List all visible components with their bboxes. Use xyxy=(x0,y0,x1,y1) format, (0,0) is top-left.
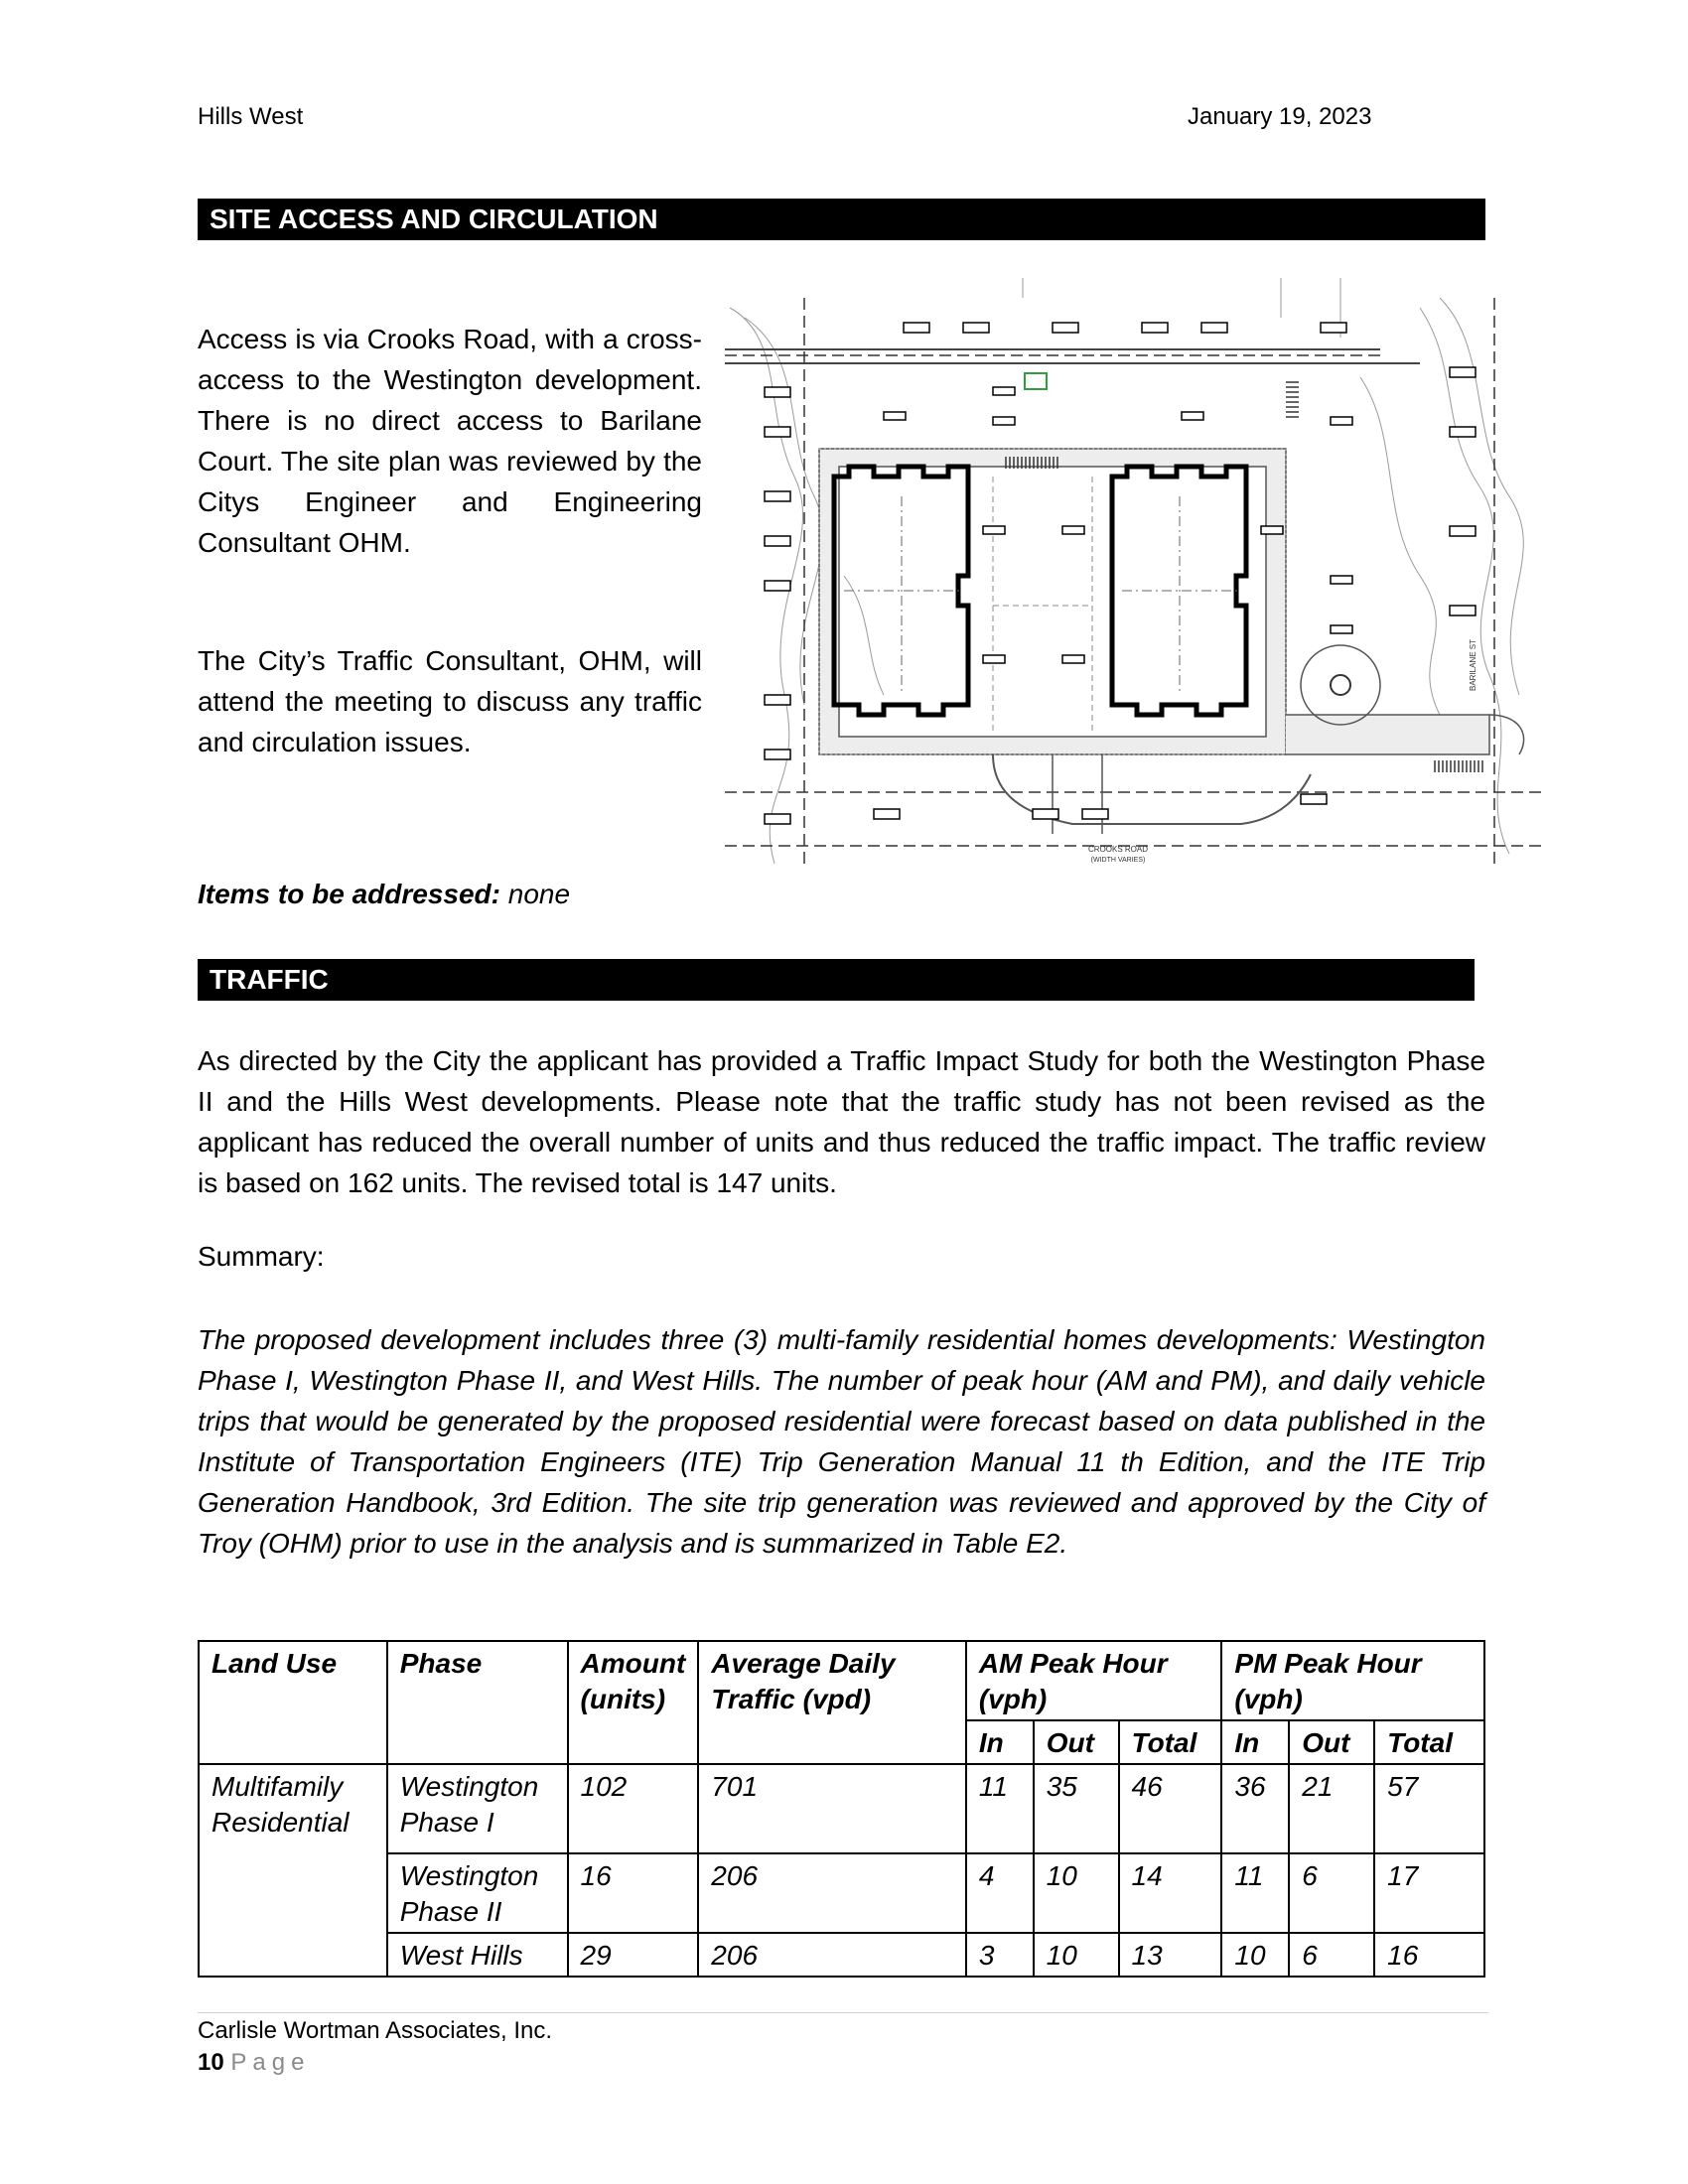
cell-pm-total: 17 xyxy=(1374,1853,1484,1933)
th-am-total: Total xyxy=(1119,1720,1222,1764)
header-left: Hills West xyxy=(198,103,304,130)
th-pm-in: In xyxy=(1221,1720,1289,1764)
header-date: January 19, 2023 xyxy=(1188,103,1372,130)
cell-pm-in: 36 xyxy=(1221,1764,1289,1853)
cell-amount: 102 xyxy=(568,1764,699,1853)
section-heading-site-access: SITE ACCESS AND CIRCULATION xyxy=(198,199,1485,240)
page-number: 10 xyxy=(198,2049,224,2076)
cell-am-out: 10 xyxy=(1034,1933,1119,1977)
th-pm-total: Total xyxy=(1374,1720,1484,1764)
cell-adt: 701 xyxy=(698,1764,966,1853)
cell-amount: 16 xyxy=(568,1853,699,1933)
table-row xyxy=(199,1853,1484,1933)
cell-phase: West Hills xyxy=(387,1933,568,1977)
th-am-out: Out xyxy=(1034,1720,1119,1764)
th-pm-out: Out xyxy=(1289,1720,1374,1764)
cell-am-total: 14 xyxy=(1119,1853,1222,1933)
table-row xyxy=(199,1764,1484,1853)
section-heading-traffic: TRAFFIC xyxy=(198,959,1475,1001)
cell-pm-out: 21 xyxy=(1289,1764,1374,1853)
th-average-daily-traffic: Average Daily Traffic (vpd) xyxy=(698,1641,966,1764)
cell-pm-out: 6 xyxy=(1289,1933,1374,1977)
cell-land-use: Multifamily Residential xyxy=(199,1764,387,1977)
cell-am-in: 11 xyxy=(966,1764,1034,1853)
th-amount: Amount (units) xyxy=(568,1641,699,1764)
cell-am-in: 3 xyxy=(966,1933,1034,1977)
site-plan-drawing xyxy=(725,278,1545,874)
cell-pm-total: 16 xyxy=(1374,1933,1484,1977)
items-value: none xyxy=(507,879,571,909)
cell-am-total: 46 xyxy=(1119,1764,1222,1853)
table-row xyxy=(199,1933,1484,1977)
traffic-paragraph: As directed by the City the applicant has provided a Traffic Impact Study for both the Westington Phase II and the Hills West developments. Please note that the traffic study has not been revised as the applicant has reduced the overall number of units and thus reduced the traffic impact. The traffic review is based on 162 units. The revised total is 147 units. xyxy=(198,1045,1485,1198)
th-land-use: Land Use xyxy=(199,1641,387,1764)
summary-label: Summary: xyxy=(198,1241,325,1272)
th-phase: Phase xyxy=(387,1641,568,1764)
footer-divider xyxy=(198,2012,1488,2013)
footer-company: Carlisle Wortman Associates, Inc. xyxy=(198,2017,553,2044)
items-to-be-addressed xyxy=(198,879,570,910)
cell-pm-total: 57 xyxy=(1374,1764,1484,1853)
site-access-paragraph-1: Access is via Crooks Road, with a cross-access to the Westington development. There is no direct access to Barilane Court. The site plan was reviewed by the Citys Engineer and Engineering Consultant OHM. xyxy=(198,324,702,558)
th-am-peak-hour: AM Peak Hour (vph) xyxy=(966,1641,1222,1720)
page-word: Page xyxy=(230,2049,311,2076)
th-am-in: In xyxy=(966,1720,1034,1764)
cell-am-out: 10 xyxy=(1034,1853,1119,1933)
cell-amount: 29 xyxy=(568,1933,699,1977)
cell-am-in: 4 xyxy=(966,1853,1034,1933)
cell-pm-out: 6 xyxy=(1289,1853,1374,1933)
footer-page xyxy=(198,2049,310,2077)
cell-am-total: 13 xyxy=(1119,1933,1222,1977)
cell-phase: Westington Phase I xyxy=(387,1764,568,1853)
crooks-road-label: CROOKS ROAD xyxy=(1087,845,1149,854)
cell-adt: 206 xyxy=(698,1853,966,1933)
th-pm-peak-hour: PM Peak Hour (vph) xyxy=(1221,1641,1484,1720)
cell-pm-in: 11 xyxy=(1221,1853,1289,1933)
summary-text: The proposed development includes three (3) multi-family residential homes developments: Westington Phase I, Westington Phase II, and West Hills. The number of peak hour (AM and PM), and daily vehicle trips that would be generated by the proposed residential were forecast based on data published in the Institute of Transportation Engineers (ITE) Trip Generation Manual 11 th Edition, and the ITE Trip Generation Handbook, 3rd Edition. The site trip generation was reviewed and approved by the City of Troy (OHM) prior to use in the analysis and is summarized in Table E2. xyxy=(198,1324,1485,1559)
cell-pm-in: 10 xyxy=(1221,1933,1289,1977)
items-label: Items to be addressed: xyxy=(198,879,500,909)
trip-generation-table xyxy=(198,1640,1485,1978)
cell-am-out: 35 xyxy=(1034,1764,1119,1853)
cell-phase: Westington Phase II xyxy=(387,1853,568,1933)
barilane-street-label: BARILANE ST xyxy=(1469,638,1477,692)
crooks-road-width-label: (WIDTH VARIES) xyxy=(1090,857,1146,864)
cell-adt: 206 xyxy=(698,1933,966,1977)
site-access-paragraph-2: The City’s Traffic Consultant, OHM, will attend the meeting to discuss any traffic and circulation issues. xyxy=(198,645,702,757)
